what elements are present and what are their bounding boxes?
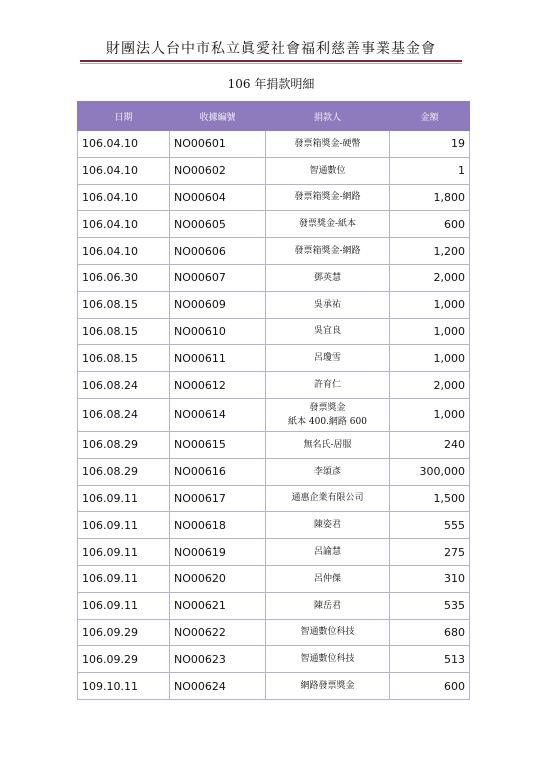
cell-receipt-number: NO00611 bbox=[170, 345, 266, 372]
cell-donor bbox=[266, 673, 390, 700]
cell-amount: 1,000 bbox=[390, 398, 470, 431]
cell-amount: 310 bbox=[390, 565, 470, 592]
cell-receipt-number: NO00610 bbox=[170, 318, 266, 345]
cell-date: 106.08.15 bbox=[78, 345, 170, 372]
column-header-date: 日期 bbox=[78, 102, 170, 131]
table-row bbox=[78, 131, 470, 158]
cell-date: 106.04.10 bbox=[78, 157, 170, 184]
cell-amount: 1,200 bbox=[390, 238, 470, 265]
column-header-donor: 捐款人 bbox=[266, 102, 390, 131]
cell-amount: 680 bbox=[390, 619, 470, 646]
cell-date: 106.09.29 bbox=[78, 646, 170, 673]
donor-name: 智通數位 bbox=[309, 165, 346, 176]
table-row bbox=[78, 238, 470, 265]
cell-amount: 1,500 bbox=[390, 485, 470, 512]
cell-donor bbox=[266, 485, 390, 512]
cell-receipt-number: NO00606 bbox=[170, 238, 266, 265]
cell-amount: 1,800 bbox=[390, 184, 470, 211]
cell-amount: 535 bbox=[390, 592, 470, 619]
cell-receipt-number: NO00601 bbox=[170, 131, 266, 158]
donor-name: 呂仲傑 bbox=[313, 573, 341, 584]
cell-receipt-number: NO00615 bbox=[170, 431, 266, 458]
cell-receipt-number: NO00618 bbox=[170, 512, 266, 539]
table-body bbox=[78, 131, 470, 700]
column-header-amount: 金額 bbox=[390, 102, 470, 131]
cell-amount: 600 bbox=[390, 211, 470, 238]
cell-amount: 1,000 bbox=[390, 291, 470, 318]
cell-date: 106.09.11 bbox=[78, 512, 170, 539]
donor-name: 智通數位科技 bbox=[300, 654, 355, 665]
donor-name: 通惠企業有限公司 bbox=[291, 493, 364, 504]
cell-amount: 1,000 bbox=[390, 318, 470, 345]
cell-date: 106.09.11 bbox=[78, 485, 170, 512]
table-row bbox=[78, 458, 470, 485]
donor-name: 許育仁 bbox=[313, 380, 341, 391]
cell-date: 106.08.24 bbox=[78, 398, 170, 431]
cell-date: 106.08.29 bbox=[78, 458, 170, 485]
column-header-receipt: 收據編號 bbox=[170, 102, 266, 131]
table-row bbox=[78, 264, 470, 291]
table-row bbox=[78, 539, 470, 566]
donor-name: 發票箱獎金-網路 bbox=[294, 246, 361, 257]
donor-name: 陳姿君 bbox=[313, 520, 341, 531]
cell-receipt-number: NO00614 bbox=[170, 398, 266, 431]
cell-date: 106.04.10 bbox=[78, 131, 170, 158]
cell-donor bbox=[266, 291, 390, 318]
donor-name: 智通數位科技 bbox=[300, 627, 355, 638]
donor-name: 呂瓊雪 bbox=[313, 353, 341, 364]
cell-date: 106.08.29 bbox=[78, 431, 170, 458]
table-row bbox=[78, 646, 470, 673]
cell-receipt-number: NO00620 bbox=[170, 565, 266, 592]
document-title: 106 年捐款明細 bbox=[227, 77, 315, 91]
table-row bbox=[78, 619, 470, 646]
donor-name: 陳岳君 bbox=[313, 600, 341, 611]
donation-table bbox=[77, 101, 470, 700]
cell-amount: 1 bbox=[390, 157, 470, 184]
cell-receipt-number: NO00621 bbox=[170, 592, 266, 619]
cell-amount: 2,000 bbox=[390, 372, 470, 399]
table-row bbox=[78, 184, 470, 211]
cell-date: 106.09.11 bbox=[78, 592, 170, 619]
cell-receipt-number: NO00617 bbox=[170, 485, 266, 512]
cell-donor bbox=[266, 211, 390, 238]
cell-receipt-number: NO00624 bbox=[170, 673, 266, 700]
cell-date: 106.08.24 bbox=[78, 372, 170, 399]
cell-donor bbox=[266, 431, 390, 458]
cell-amount: 555 bbox=[390, 512, 470, 539]
cell-receipt-number: NO00616 bbox=[170, 458, 266, 485]
donor-name: 吳宜良 bbox=[313, 326, 341, 337]
cell-date: 109.10.11 bbox=[78, 673, 170, 700]
cell-receipt-number: NO00604 bbox=[170, 184, 266, 211]
cell-amount: 300,000 bbox=[390, 458, 470, 485]
donor-name: 發票箱獎金-網路 bbox=[294, 192, 361, 203]
cell-amount: 275 bbox=[390, 539, 470, 566]
cell-date: 106.04.10 bbox=[78, 238, 170, 265]
table-row bbox=[78, 157, 470, 184]
table-row bbox=[78, 592, 470, 619]
cell-amount: 1,000 bbox=[390, 345, 470, 372]
cell-date: 106.08.15 bbox=[78, 318, 170, 345]
table-row bbox=[78, 372, 470, 399]
table-row bbox=[78, 485, 470, 512]
cell-date: 106.09.11 bbox=[78, 539, 170, 566]
cell-donor bbox=[266, 398, 390, 431]
cell-donor bbox=[266, 345, 390, 372]
donor-name: 無名氏-居服 bbox=[303, 439, 352, 450]
cell-receipt-number: NO00607 bbox=[170, 264, 266, 291]
cell-receipt-number: NO00622 bbox=[170, 619, 266, 646]
cell-donor bbox=[266, 264, 390, 291]
cell-donor bbox=[266, 539, 390, 566]
table-row bbox=[78, 345, 470, 372]
cell-amount: 600 bbox=[390, 673, 470, 700]
cell-donor bbox=[266, 565, 390, 592]
cell-donor bbox=[266, 131, 390, 158]
cell-date: 106.04.10 bbox=[78, 211, 170, 238]
cell-amount: 240 bbox=[390, 431, 470, 458]
table-row bbox=[78, 318, 470, 345]
cell-date: 106.06.30 bbox=[78, 264, 170, 291]
donor-detail: 紙本 400.網路 600 bbox=[288, 416, 367, 427]
cell-donor bbox=[266, 372, 390, 399]
cell-receipt-number: NO00612 bbox=[170, 372, 266, 399]
cell-donor bbox=[266, 157, 390, 184]
table-row bbox=[78, 673, 470, 700]
cell-receipt-number: NO00609 bbox=[170, 291, 266, 318]
table-row bbox=[78, 512, 470, 539]
header-rule bbox=[80, 60, 462, 62]
cell-donor bbox=[266, 512, 390, 539]
cell-donor bbox=[266, 458, 390, 485]
organization-title: 財團法人台中市私立眞愛社會福利慈善事業基金會 bbox=[106, 41, 436, 57]
cell-date: 106.09.11 bbox=[78, 565, 170, 592]
cell-receipt-number: NO00619 bbox=[170, 539, 266, 566]
table-row bbox=[78, 398, 470, 431]
donor-name: 李頌彥 bbox=[313, 466, 341, 477]
donor-name: 發票箱獎金-硬幣 bbox=[294, 138, 361, 149]
cell-donor bbox=[266, 619, 390, 646]
cell-date: 106.08.15 bbox=[78, 291, 170, 318]
cell-donor bbox=[266, 646, 390, 673]
cell-amount: 19 bbox=[390, 131, 470, 158]
cell-amount: 2,000 bbox=[390, 264, 470, 291]
table-row bbox=[78, 291, 470, 318]
donor-name: 鄧英慧 bbox=[313, 272, 341, 283]
cell-donor bbox=[266, 592, 390, 619]
donor-name: 網路發票獎金 bbox=[300, 681, 355, 692]
donor-name: 吳承祐 bbox=[313, 299, 341, 310]
donor-name: 發票獎金 bbox=[309, 402, 346, 413]
cell-date: 106.09.29 bbox=[78, 619, 170, 646]
table-row bbox=[78, 565, 470, 592]
table-row bbox=[78, 431, 470, 458]
header-rule-secondary bbox=[80, 63, 462, 64]
donor-name: 呂諭慧 bbox=[313, 547, 341, 558]
cell-date: 106.04.10 bbox=[78, 184, 170, 211]
cell-donor bbox=[266, 184, 390, 211]
cell-receipt-number: NO00605 bbox=[170, 211, 266, 238]
cell-receipt-number: NO00623 bbox=[170, 646, 266, 673]
donor-name: 發票獎金-紙本 bbox=[298, 219, 357, 230]
table-row bbox=[78, 211, 470, 238]
cell-donor bbox=[266, 318, 390, 345]
cell-amount: 513 bbox=[390, 646, 470, 673]
cell-donor bbox=[266, 238, 390, 265]
table-header-row bbox=[78, 102, 470, 131]
cell-receipt-number: NO00602 bbox=[170, 157, 266, 184]
